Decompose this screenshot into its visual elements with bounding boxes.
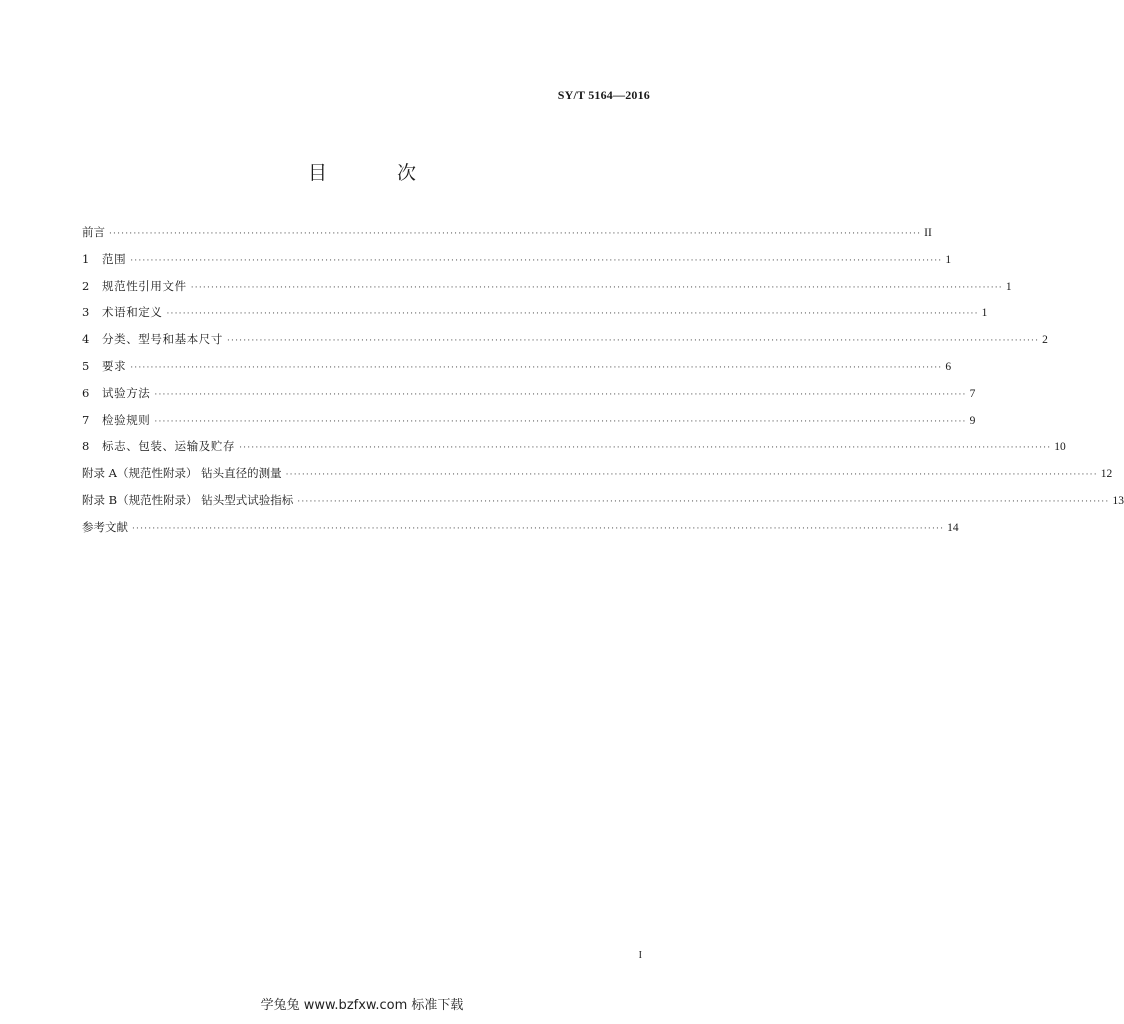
toc-leader-dots: ········································································································································································································ bbox=[285, 470, 1098, 481]
toc-entry-number: 3 bbox=[82, 305, 90, 320]
toc-entry-label: 术语和定义 bbox=[102, 305, 163, 320]
toc-entry-label: 标志、包装、运输及贮存 bbox=[102, 439, 236, 454]
toc-entry-number: 4 bbox=[82, 332, 90, 347]
toc-leader-dots: ········································································································································································································ bbox=[227, 336, 1040, 347]
toc-entry-label: 要求 bbox=[102, 358, 127, 373]
toc-entry-label: 试验方法 bbox=[102, 385, 151, 400]
toc-entry-page: 1 bbox=[981, 307, 988, 320]
toc-leader-dots: ········································································································································································································ bbox=[109, 229, 922, 239]
toc-entry-label: 分类、型号和基本尺寸 bbox=[102, 332, 223, 347]
toc-entry-8[interactable] bbox=[82, 438, 1066, 465]
toc-entry-label: 附录 B（规范性附录） 钻头型式试验指标 bbox=[82, 492, 294, 507]
toc-entry-page: II bbox=[924, 227, 932, 239]
toc-entry-foreword[interactable] bbox=[82, 224, 932, 251]
toc-entry-page: 9 bbox=[969, 414, 976, 427]
toc-leader-dots: ········································································································································································································ bbox=[130, 362, 943, 373]
toc-entry-number: 5 bbox=[82, 358, 90, 373]
toc-entry-page: 1 bbox=[945, 253, 952, 266]
toc-leader-dots: ········································································································································································································ bbox=[130, 255, 943, 266]
toc-entry-references[interactable] bbox=[82, 519, 959, 546]
toc-entry-4[interactable] bbox=[82, 331, 1048, 358]
toc-entry-appendix-a[interactable] bbox=[82, 465, 1113, 492]
toc-entry-label: 检验规则 bbox=[102, 412, 151, 427]
standard-code: SY/T 5164—2016 bbox=[557, 88, 650, 102]
toc-entry-number: 2 bbox=[82, 278, 90, 293]
toc-title: 目 次 bbox=[307, 162, 449, 184]
toc-entry-label: 前言 bbox=[82, 225, 105, 239]
toc-entry-7[interactable] bbox=[82, 412, 976, 439]
toc-entry-number: 6 bbox=[82, 385, 90, 400]
toc-leader-dots: ········································································································································································································ bbox=[166, 309, 979, 320]
toc-entry-label: 参考文献 bbox=[82, 519, 128, 534]
toc-entry-1[interactable] bbox=[82, 251, 952, 278]
watermark-text: 学兔兔 www.bzfxw.com 标准下载 bbox=[260, 998, 464, 1013]
toc-entry-2[interactable] bbox=[82, 278, 1012, 305]
toc-entry-page: 13 bbox=[1112, 494, 1124, 507]
toc-entry-label: 规范性引用文件 bbox=[102, 278, 187, 293]
toc-entry-6[interactable] bbox=[82, 385, 976, 412]
toc-leader-dots: ········································································································································································································ bbox=[132, 523, 945, 534]
toc-entry-label: 附录 A（规范性附录） 钻头直径的测量 bbox=[82, 466, 282, 481]
toc-entry-page: 6 bbox=[945, 360, 952, 373]
toc-list bbox=[82, 224, 1124, 546]
toc-leader-dots: ········································································································································································································ bbox=[154, 416, 967, 427]
toc-entry-page: 1 bbox=[1005, 280, 1012, 293]
toc-entry-page: 2 bbox=[1042, 334, 1048, 347]
toc-leader-dots: ········································································································································································································ bbox=[154, 389, 967, 400]
toc-entry-5[interactable] bbox=[82, 358, 952, 385]
toc-entry-page: 12 bbox=[1100, 468, 1113, 481]
toc-entry-number: 7 bbox=[82, 412, 90, 427]
toc-entry-page: 7 bbox=[969, 387, 976, 400]
toc-leader-dots: ········································································································································································································ bbox=[297, 496, 1110, 507]
toc-leader-dots: ········································································································································································································ bbox=[190, 282, 1003, 293]
toc-entry-3[interactable] bbox=[82, 304, 988, 331]
toc-entry-page: 10 bbox=[1054, 441, 1066, 454]
toc-leader-dots: ········································································································································································································ bbox=[239, 443, 1052, 454]
toc-entry-label: 范围 bbox=[102, 251, 127, 266]
toc-entry-page: 14 bbox=[947, 521, 959, 534]
toc-entry-number: 1 bbox=[82, 251, 90, 266]
page-number: I bbox=[638, 950, 642, 961]
toc-entry-number: 8 bbox=[82, 439, 90, 454]
toc-entry-appendix-b[interactable] bbox=[82, 492, 1124, 519]
